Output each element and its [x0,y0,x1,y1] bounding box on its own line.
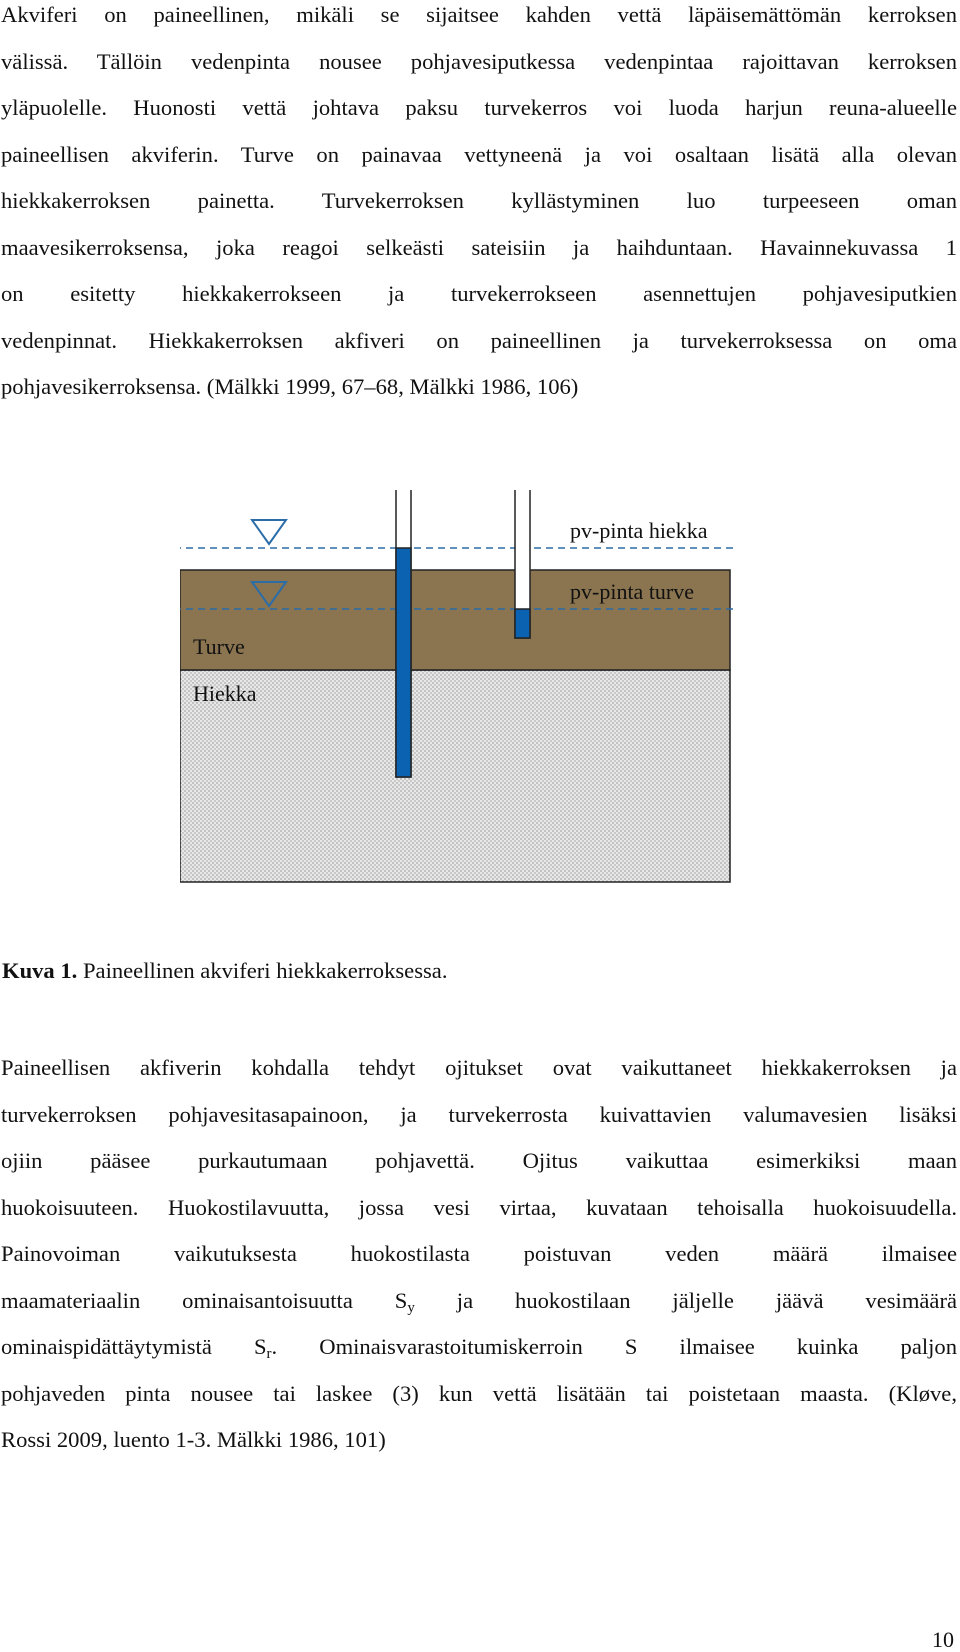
text-line: turvekerroksen pohjavesitasapainoon, ja turvekerrosta kuivattavien valumavesien lisäksi [1,1101,957,1127]
aquifer-diagram [180,490,780,930]
text-line: paineellisen akviferin. Turve on painavaa vettyneenä ja voi osaltaan lisätä alla olevan [1,141,957,167]
peat-pipe-water [515,609,530,638]
text-line: vedenpinnat. Hiekkakerroksen akfiveri on paineellinen ja turvekerroksessa on oma [1,327,957,353]
text-line: Painovoiman vaikutuksesta huokostilasta poistuvan veden määrä ilmaisee [1,1241,957,1266]
text-line: välissä. Tällöin vedenpinta nousee pohjavesiputkessa vedenpintaa rajoittavan kerroksen [1,48,957,74]
text-line: Rossi 2009, luento 1-3. Mälkki 1986, 101) [1,1427,386,1452]
text-line [1,1324,957,1371]
sand-layer [180,670,730,882]
text-line: maavesikerroksensa, joka reagoi selkeästi sateisiin ja haihduntaan. Havainnekuvassa 1 [1,234,957,260]
subscript-y: y [407,1299,415,1316]
text-line: pohjavesikerroksensa. (Mälkki 1999, 67–68, Mälkki 1986, 106) [1,374,579,399]
sand-pipe-water [396,548,411,777]
text-line: hiekkakerroksen painetta. Turvekerroksen kyllästyminen luo turpeeseen oman [1,188,957,213]
text-fragment: maamateriaalin ominaisantoisuutta S [1,1287,408,1313]
text-line: yläpuolelle. Huonosti vettä johtava paksu turvekerros voi luoda harjun reuna-alueelle [1,95,957,120]
text-fragment: ominaispidättäytymistä S [1,1334,267,1359]
label-peat-water-level: pv-pinta turve [570,579,695,604]
label-peat-layer: Turve [193,634,245,659]
water-level-triangle-icon [252,520,286,544]
text-line: on esitetty hiekkakerrokseen ja turvekerrokseen asennettujen pohjavesiputkien [1,281,957,306]
caption-label: Kuva 1. [2,958,78,983]
figure-caption [2,956,447,986]
paragraph-drainage-porosity [1,1045,957,1464]
text-line [1,1278,957,1325]
text-fragment: . Ominaisvarastoitumiskerroin S ilmaisee kuinka paljon [271,1334,957,1359]
text-line: Paineellisen akfiverin kohdalla tehdyt ojitukset ovat vaikuttaneet hiekkakerroksen ja [1,1055,957,1080]
caption-text: Paineellinen akviferi hiekkakerroksessa. [77,958,448,983]
subscript-r: r [266,1346,272,1362]
text-fragment: ja huokostilaan jäljelle jäävä vesimäärä [414,1287,957,1313]
text-line: pohjaveden pinta nousee tai laskee (3) kun vettä lisätään tai poistetaan maasta. (Kløve, [1,1380,957,1406]
text-line: huokoisuuteen. Huokostilavuutta, jossa vesi virtaa, kuvataan tehoisalla huokoisuudella. [1,1194,957,1220]
label-sand-layer: Hiekka [193,681,257,706]
label-sand-water-level: pv-pinta hiekka [570,518,708,543]
text-line: Akviferi on paineellinen, mikäli se sijaitsee kahden vettä läpäisemättömän kerroksen [1,2,957,27]
paragraph-confined-aquifer [1,0,957,411]
text-line: ojiin pääsee purkautumaan pohjavettä. Ojitus vaikuttaa esimerkiksi maan [1,1148,957,1173]
page-number: 10 [932,1627,954,1652]
